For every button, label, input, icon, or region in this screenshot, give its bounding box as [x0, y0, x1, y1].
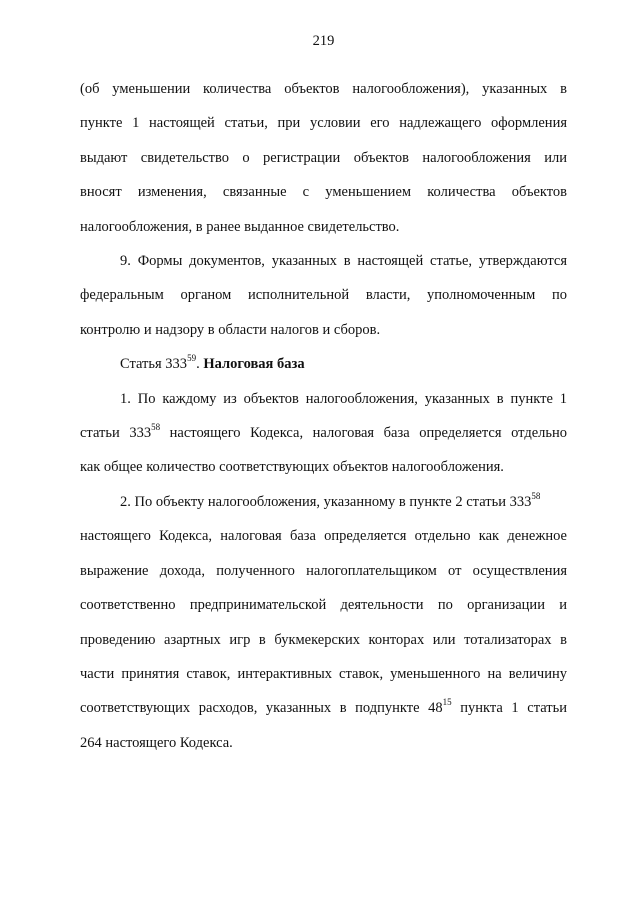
paragraph-continuation — [80, 72, 567, 244]
text-line: пункте 1 настоящей статьи, при условии его надлежащего оформления — [80, 115, 567, 132]
article-title: Налоговая база — [203, 356, 305, 373]
text-line — [80, 691, 567, 725]
text-line — [80, 485, 567, 519]
text-fragment: соответствующих расходов, указанных в подпункте 48 — [80, 700, 443, 717]
text-line: 264 настоящего Кодекса. — [80, 734, 233, 751]
text-line: 1. По каждому из объектов налогообложения, указанных в пункте 1 — [120, 390, 567, 407]
text-line: как общее количество соответствующих объектов налогообложения. — [80, 459, 504, 476]
text-line: части принятия ставок, интерактивных ставок, уменьшенного на величину — [80, 665, 567, 682]
text-line: вносят изменения, связанные с уменьшением количества объектов — [80, 184, 567, 201]
text-line: (об уменьшении количества объектов налогообложения), указанных в — [80, 81, 567, 97]
text-line: 9. Формы документов, указанных в настоящей статье, утверждаются — [120, 253, 567, 270]
text-line: настоящего Кодекса, налоговая база определяется отдельно как денежное — [80, 528, 567, 545]
document-page — [80, 0, 567, 904]
paragraph-item-1 — [80, 382, 567, 485]
document-body — [80, 72, 567, 760]
text-fragment: статьи 333 — [80, 425, 152, 442]
text-line — [80, 416, 567, 450]
text-fragment: 2. По объекту налогообложения, указанному в пункте 2 статьи 333 — [120, 493, 532, 510]
heading-separator: . — [196, 356, 204, 373]
text-line: выражение дохода, полученного налогоплательщиком от осуществления — [80, 562, 567, 579]
text-fragment: настоящего Кодекса, налоговая база определяется отдельно — [160, 425, 567, 442]
page-number: 219 — [312, 33, 335, 49]
paragraph-item-9 — [80, 244, 567, 347]
article-heading — [80, 347, 567, 381]
text-fragment: пункта 1 статьи — [451, 700, 567, 717]
superscript: 58 — [531, 491, 541, 502]
paragraph-item-2 — [80, 485, 567, 760]
text-line: соответственно предпринимательской деятельности по организации и — [80, 597, 567, 614]
article-number-superscript: 59 — [187, 353, 197, 364]
superscript: 15 — [442, 697, 452, 708]
article-number: Статья 333 — [120, 356, 188, 373]
text-line: налогообложения, в ранее выданное свидетельство. — [80, 218, 400, 235]
text-line: федеральным органом исполнительной власти, уполномоченным по — [80, 287, 567, 304]
text-line: контролю и надзору в области налогов и сборов. — [80, 321, 381, 338]
superscript: 58 — [151, 422, 161, 433]
text-line: выдают свидетельство о регистрации объектов налогообложения или — [80, 149, 567, 166]
text-line: проведению азартных игр в букмекерских конторах или тотализаторах в — [80, 631, 567, 648]
